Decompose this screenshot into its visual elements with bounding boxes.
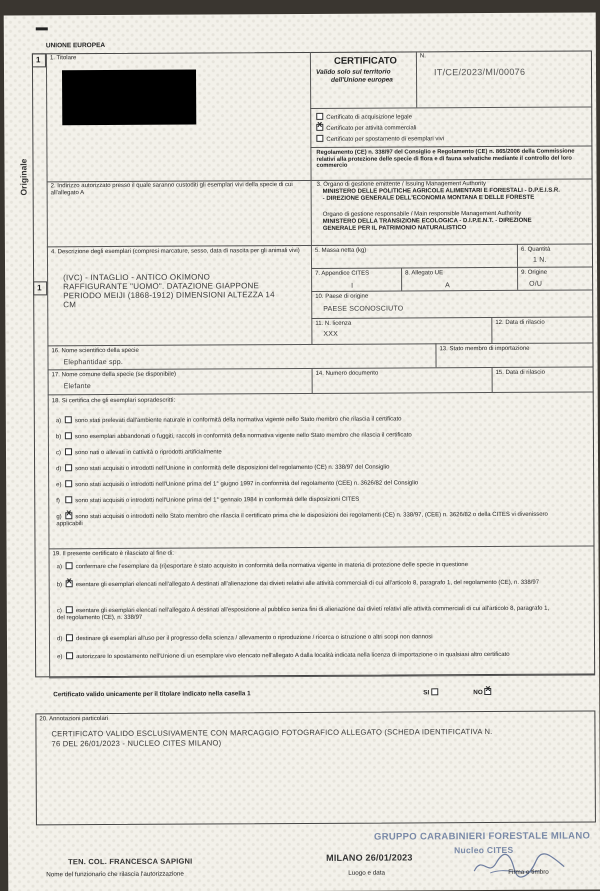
issuer-line-2: - DIREZIONE GENERALE DELL'ECONOMIA MONTANA E DELLE FORESTE: [322, 194, 535, 202]
field20-label: 20. Annotazioni particolari: [39, 716, 109, 723]
resp-line-1: MINISTERO DELLA TRANSIZIONE ECOLOGICA - D.I.P.E.N.T. - DIREZIONE: [322, 217, 532, 225]
item-key: b): [56, 582, 63, 589]
field3-label: 3. Organo di gestione emittente / Issuing Management Authority: [316, 181, 487, 188]
field10-value: PAESE SCONOSCIUTO: [323, 305, 404, 313]
item-text: esentare gli esemplari elencati nell'allegato A destinati all'alienazione dai divieti relativi alle attività commerciali di cui all'articolo 8, paragrafo 1, del regolamento (CE), n. 338/97: [75, 579, 540, 589]
field2-label: 2. Indirizzo autorizzato presso il quale saranno custoditi gli esemplari vivi della specie di cui all'allegato A: [50, 182, 293, 197]
stamp-line-1: GRUPPO CARABINIERI FORESTALE MILANO: [373, 830, 591, 843]
field10-label: 10. Paese di origine: [315, 293, 369, 300]
field12-label: 12. Data di rilascio: [495, 319, 545, 326]
item-key: f): [56, 498, 60, 505]
annotation-line-1: CERTIFICATO VALIDO ESCLUSIVAMENTE CON MARCAGGIO FOTOGRAFICO ALLEGATO (SCHEDA IDENTIFICATIVA N.: [51, 727, 493, 739]
f18-item: [56, 510, 556, 529]
place-date: MILANO 26/01/2023: [326, 852, 413, 863]
certificate-subtitle-2: dell'Unione europea: [331, 76, 393, 84]
description-line-3: PERIODO MEIJI (1868-1912) DIMENSIONI ALTEZZA 14: [63, 290, 275, 301]
checkbox-no[interactable]: [484, 688, 491, 695]
field16-value: Elephantidae spp.: [63, 358, 123, 367]
validity-text: Certificato valido unicamente per il titolare indicato nella casella 1: [53, 690, 251, 699]
field9-label: 9. Origine: [521, 269, 548, 276]
field8-value: A: [445, 282, 451, 290]
item-key: e): [56, 482, 62, 489]
field13-label: 13. Stato membro di importazione: [439, 345, 530, 353]
field15-divider: [492, 367, 493, 392]
item-text: esentare gli esemplari elencati nell'allegato A destinati all'esposizione al pubblico senza fini di alienazione dai divieti relativi alle attività commerciali di cui all'articolo 8, paragrafo 1, del regolamento (CE), n. 338/97: [56, 605, 550, 622]
item-checkbox[interactable]: [65, 480, 72, 487]
item-text: sono nati o allevati in cattività o riprodotti artificialmente: [74, 449, 222, 457]
place-label: Luogo e data: [348, 869, 386, 877]
field15-label: 15. Data di rilascio: [495, 369, 545, 376]
item-key: d): [56, 636, 63, 643]
field9-divider: [517, 267, 518, 290]
item-key: a): [56, 564, 62, 571]
field16-label: 16. Nome scientifico della specie: [51, 347, 139, 355]
field18-label: 18. Si certifica che gli esemplari sopradescritti:: [51, 397, 176, 405]
resp-label: Organo di gestione responsabile / Main responsible Management Authority: [322, 210, 522, 218]
field17-label: 17. Nome comune della specie (se disponibile): [51, 371, 177, 379]
item-key: d): [56, 466, 62, 473]
sign-label: Firma e timbro: [508, 868, 549, 876]
official-name: TEN. COL. FRANCESCA SAPIGNI: [68, 856, 193, 867]
field8-label: 8. Allegato UE: [405, 270, 444, 277]
corner-mark: [36, 27, 48, 30]
item-key: g): [56, 514, 62, 521]
checkbox-commercial[interactable]: [316, 124, 323, 131]
item-text: confermare che l'esemplare da (ri)esportare è stato acquisito in conformità della normativa vigente in materia di protezione delle specie in questione: [75, 562, 468, 571]
item-checkbox[interactable]: [66, 606, 73, 613]
item-text: destinare gli esemplari all'uso per il progresso della scienza / allevamento o riproduzione / ricerca o istruzione o altri scopi non dannosi: [75, 634, 433, 643]
item-text: sono esemplari abbandonati o fuggiti, raccolti in conformità della normativa vigente nello Stato membro che rilascia il certificato: [74, 432, 412, 441]
item-text: sono stati prelevati dall'ambiente naturale in conformità della normativa vigente nello Stato membro che rilascia il certificato: [74, 416, 402, 425]
item-key: e): [57, 654, 63, 661]
field14-label: 14. Numero documento: [315, 370, 379, 377]
certificate-number: IT/CE/2023/MI/00076: [433, 66, 526, 78]
certificate-title: CERTIFICATO: [333, 55, 397, 67]
regulation-text: Regolamento (CE) n. 338/97 del Consiglio e Regolamento (CE) n. 865/2006 della Commissione relativi alla protezione delle specie di flora e di fauna selvatiche mediante il controllo del loro commercio: [316, 148, 575, 169]
holder-label: 1. Titolare: [49, 55, 77, 62]
item-text: sono stati acquisiti o introdotti nell'Unione in conformità delle disposizioni del regolamento (CE) n. 338/97 del Consiglio: [75, 464, 390, 473]
field5-label: 5. Massa netta (kg): [314, 247, 367, 254]
item-checkbox[interactable]: [66, 580, 73, 587]
item-checkbox[interactable]: [65, 464, 72, 471]
type-commercial: xCertificato per attività commerciali: [316, 123, 416, 133]
description-line-1: (IVC) - INTAGLIO - ANTICO OKIMONO: [63, 272, 211, 283]
field13-divider: [435, 343, 436, 367]
type-live-movement: Certificato per spostamento di esemplari vivi: [316, 134, 444, 144]
item-key: a): [55, 418, 62, 425]
field7-label: 7. Appendice CITES: [315, 270, 370, 277]
certificate-sheet: [4, 12, 600, 891]
resp-line-2: GENERALE PER IL PATRIMONIO NATURALISTICO: [322, 225, 467, 232]
field14-divider: [312, 368, 313, 393]
side-number: 1: [37, 283, 42, 293]
item-checkbox[interactable]: [65, 512, 72, 519]
union-label: UNIONE EUROPEA: [45, 42, 106, 50]
item-key: b): [55, 434, 62, 441]
validity-si: SI: [423, 688, 441, 696]
field6-divider: [517, 244, 518, 267]
field8-divider: [401, 267, 402, 290]
field6-label: 6. Quantità: [520, 246, 551, 253]
item-checkbox[interactable]: [65, 416, 72, 423]
description-line-2: RAFFIGURANTE "UOMO". DATAZIONE GIAPPONE: [63, 281, 260, 292]
item-checkbox[interactable]: [66, 562, 73, 569]
item-checkbox[interactable]: [66, 652, 73, 659]
type-legal-acquisition: Certificato di acquisizione legale: [316, 112, 412, 122]
item-text: autorizzare lo spostamento nell'Unione di un esemplare vivo elencato nell'allegato A dalla località indicata nella licenza di importazione o in qualsiasi altro certificato: [76, 651, 510, 661]
item-text: sono stati acquisiti o introdotti nell'Unione prima del 1° giugno 1997 in conformità del regolamento (CEE) n. 3626/82 del Consiglio: [75, 480, 419, 489]
box-number: 1: [35, 55, 41, 65]
validity-no: NO x: [473, 688, 494, 696]
certificate-subtitle-1: Valido solo sul territorio: [315, 68, 391, 76]
field4-label: 4. Descrizione degli esemplari (compresi marcature, sesso, data di nascita per gli animali vivi): [50, 248, 300, 256]
description-line-4: CM: [63, 300, 77, 310]
item-key: c): [55, 450, 62, 457]
annotation-line-2: 76 DEL 26/01/2023 - NUCLEO CITES MILANO): [51, 738, 222, 749]
field9-value: O/U: [529, 280, 543, 288]
f19-item: [57, 604, 557, 623]
field6-value: 1 N.: [532, 256, 547, 264]
holder-redaction: [62, 70, 196, 126]
item-text: sono stati acquisiti o introdotti nello Stato membro che rilascia il certificato prima che le disposizioni dei regolamenti (CE) n. 338/97, (CEE) n. 3626/82 o della CITES vi divenissero applicabili: [56, 511, 548, 528]
field11-value: XXX: [323, 330, 339, 338]
item-key: c): [56, 608, 62, 615]
field19-label: 19. Il presente certificato è rilasciato al fine di:: [52, 550, 174, 558]
checkbox-live-movement[interactable]: [316, 135, 323, 142]
item-text: sono stati acquisiti o introdotti nell'Unione prima del 1° gennaio 1984 in conformità delle disposizioni CITES: [75, 496, 360, 505]
item-checkbox[interactable]: [66, 634, 73, 641]
issuer-line-1: MINISTERO DELLE POLITICHE AGRICOLE ALIMENTARI E FORESTALI - D.P.E.I.S.R.: [322, 187, 560, 195]
official-label: Nome del funzionario che rilascia l'autorizzazione: [46, 870, 184, 879]
side-label: Originale: [18, 158, 29, 196]
field11-label: 11. N. licenza: [315, 320, 352, 327]
item-checkbox[interactable]: [65, 448, 72, 455]
item-checkbox[interactable]: [65, 496, 72, 503]
field7-value: I: [351, 282, 354, 290]
field17-value: Elefante: [63, 383, 91, 391]
stamp-line-2: Nucleo CITES: [454, 844, 514, 856]
checkbox-si[interactable]: [431, 688, 438, 695]
field12-divider: [491, 317, 492, 343]
item-checkbox[interactable]: [65, 432, 72, 439]
number-label: N.: [419, 53, 426, 60]
